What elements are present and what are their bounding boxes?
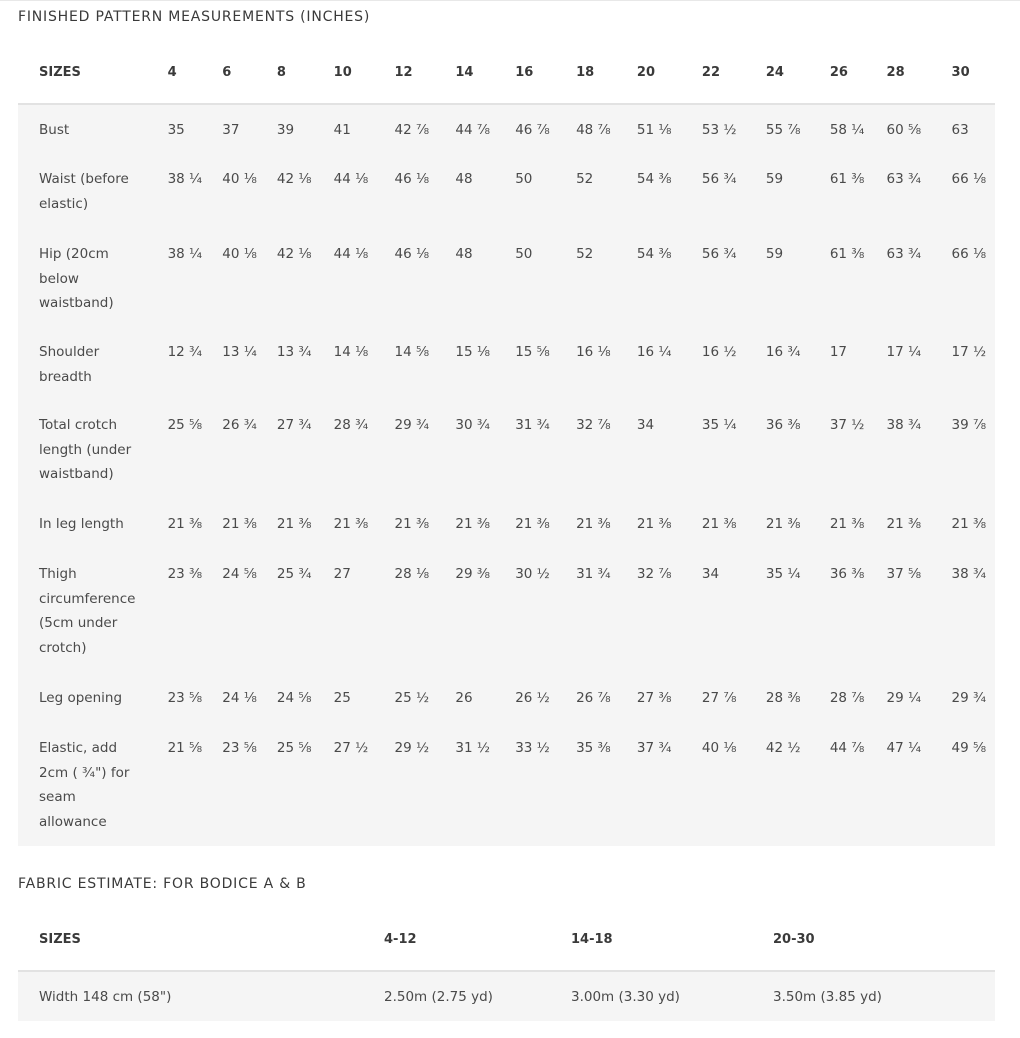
table-cell: 21 ⅜ xyxy=(222,516,257,532)
table-cell: 30 ¾ xyxy=(455,417,490,433)
table-cell: 24 ⅛ xyxy=(222,690,257,706)
table-cell: 21 ⅜ xyxy=(951,516,987,532)
measurements-table xyxy=(18,42,995,846)
table-row xyxy=(18,104,995,154)
table-cell: 17 ¼ xyxy=(886,344,922,360)
table-cell: 37 xyxy=(222,122,240,138)
table-cell: 23 ⅝ xyxy=(167,690,203,706)
table-cell: 40 ⅛ xyxy=(701,740,737,756)
table-row xyxy=(18,499,995,549)
size-header: 14 xyxy=(455,42,515,104)
table-cell: 38 ¼ xyxy=(167,246,203,262)
table-cell: 28 ⅛ xyxy=(394,566,430,582)
table-cell: 27 xyxy=(333,566,351,582)
sizes-label: SIZES xyxy=(18,42,168,104)
row-label: Bust xyxy=(39,122,70,138)
table-cell: 48 xyxy=(455,171,473,187)
size-header: 18 xyxy=(576,42,637,104)
table-cell: 51 ⅛ xyxy=(636,122,672,138)
table-cell: 46 ⅞ xyxy=(515,122,550,138)
table-cell: 40 ⅛ xyxy=(222,246,257,262)
top-divider xyxy=(0,0,1020,1)
table-cell: 60 ⅝ xyxy=(886,122,922,138)
table-cell: 58 ¼ xyxy=(829,122,865,138)
table-cell: 31 ¾ xyxy=(515,417,550,433)
table-cell: 30 ½ xyxy=(515,566,550,582)
table-row xyxy=(18,327,995,400)
table-cell: 24 ⅝ xyxy=(276,690,312,706)
table-cell: 40 ⅛ xyxy=(222,171,257,187)
table-cell: 21 ⅜ xyxy=(333,516,369,532)
table-cell: 59 xyxy=(765,246,784,262)
row-label: Total crotch length (under waistband) xyxy=(39,417,132,482)
table-cell: 48 ⅞ xyxy=(576,122,611,138)
table-cell: 47 ¼ xyxy=(886,740,922,756)
table-cell: 25 ⅝ xyxy=(276,740,312,756)
table-cell: 54 ⅜ xyxy=(636,171,672,187)
table-cell: 21 ⅜ xyxy=(701,516,737,532)
row-label: In leg length xyxy=(39,516,124,532)
table-cell: 66 ⅛ xyxy=(951,246,987,262)
table-cell: 42 ⅛ xyxy=(276,171,312,187)
table-cell: 44 ⅞ xyxy=(455,122,490,138)
table-cell: 26 ¾ xyxy=(222,417,257,433)
table-row xyxy=(18,723,995,846)
row-label: Elastic, add 2cm ( ¾") for seam allowance xyxy=(39,740,130,830)
table-cell: 38 ¼ xyxy=(167,171,203,187)
table-cell: 29 ½ xyxy=(394,740,430,756)
table-cell: 32 ⅞ xyxy=(576,417,611,433)
table-cell: 37 ½ xyxy=(829,417,865,433)
size-header: 22 xyxy=(702,42,766,104)
size-header: 20 xyxy=(637,42,702,104)
size-header: 10 xyxy=(334,42,395,104)
row-label: Shoulder breadth xyxy=(39,344,100,385)
table-cell: 17 xyxy=(829,344,847,360)
table-cell: 23 ⅝ xyxy=(222,740,257,756)
table-row xyxy=(18,229,995,327)
size-header: 6 xyxy=(222,42,277,104)
table-cell: 15 ⅛ xyxy=(455,344,490,360)
table-cell: 24 ⅝ xyxy=(222,566,257,582)
table-cell: 54 ⅜ xyxy=(636,246,672,262)
row-label: Width 148 cm (58") xyxy=(39,988,172,1005)
table-cell: 46 ⅛ xyxy=(394,171,430,187)
table-cell: 35 ¼ xyxy=(701,417,737,433)
fabric-sizes-label: SIZES xyxy=(18,908,384,971)
table-cell: 25 ½ xyxy=(394,690,430,706)
table-cell: 17 ½ xyxy=(951,344,987,360)
table-cell: 44 ⅛ xyxy=(333,171,369,187)
table-cell: 28 ⅞ xyxy=(829,690,865,706)
fabric-size-header: 4-12 xyxy=(384,908,571,971)
size-header: 28 xyxy=(887,42,952,104)
table-cell: 25 ⅝ xyxy=(167,417,203,433)
table-cell: 31 ¾ xyxy=(576,566,611,582)
table-cell: 21 ⅜ xyxy=(276,516,312,532)
table-cell: 52 xyxy=(576,246,594,262)
table-cell: 32 ⅞ xyxy=(636,566,672,582)
table-cell: 27 ¾ xyxy=(276,417,312,433)
table-cell: 21 ⅜ xyxy=(455,516,490,532)
table-cell: 37 ¾ xyxy=(636,740,672,756)
table-row xyxy=(18,673,995,723)
table-cell: 21 ⅜ xyxy=(765,516,801,532)
table-cell: 33 ½ xyxy=(515,740,550,756)
table-cell: 3.00m (3.30 yd) xyxy=(571,988,680,1005)
table-cell: 25 xyxy=(333,690,351,706)
table-cell: 14 ⅛ xyxy=(333,344,369,360)
table-cell: 21 ⅜ xyxy=(576,516,611,532)
table-cell: 21 ⅜ xyxy=(636,516,672,532)
measurements-header-row xyxy=(18,42,995,104)
table-cell: 29 ¾ xyxy=(951,690,987,706)
table-cell: 42 ½ xyxy=(765,740,801,756)
table-cell: 25 ¾ xyxy=(276,566,312,582)
table-cell: 63 ¾ xyxy=(886,246,922,262)
table-cell: 42 ⅞ xyxy=(394,122,430,138)
table-cell: 12 ¾ xyxy=(167,344,203,360)
table-cell: 38 ¾ xyxy=(951,566,987,582)
size-header: 26 xyxy=(830,42,887,104)
table-cell: 14 ⅝ xyxy=(394,344,430,360)
size-header: 16 xyxy=(515,42,576,104)
row-label: Thigh circumference (5cm under crotch) xyxy=(39,566,136,656)
table-cell: 16 ¾ xyxy=(765,344,801,360)
size-header: 30 xyxy=(952,42,995,104)
table-cell: 39 ⅞ xyxy=(951,417,987,433)
table-cell: 36 ⅜ xyxy=(829,566,865,582)
table-cell: 61 ⅜ xyxy=(829,171,865,187)
table-cell: 48 xyxy=(455,246,473,262)
table-cell: 21 ⅜ xyxy=(394,516,430,532)
table-cell: 46 ⅛ xyxy=(394,246,430,262)
table-cell: 63 xyxy=(951,122,969,138)
table-cell: 44 ⅛ xyxy=(333,246,369,262)
table-cell: 29 ¼ xyxy=(886,690,922,706)
table-cell: 21 ⅜ xyxy=(167,516,203,532)
table-cell: 56 ¾ xyxy=(701,246,737,262)
table-cell: 31 ½ xyxy=(455,740,490,756)
table-cell: 23 ⅜ xyxy=(167,566,203,582)
table-cell: 26 ⅞ xyxy=(576,690,611,706)
table-cell: 41 xyxy=(333,122,351,138)
table-cell: 28 ¾ xyxy=(333,417,369,433)
table-cell: 66 ⅛ xyxy=(951,171,987,187)
row-label: Waist (before elastic) xyxy=(39,171,129,212)
measurements-heading: FINISHED PATTERN MEASUREMENTS (INCHES) xyxy=(18,9,371,25)
size-header: 24 xyxy=(766,42,830,104)
fabric-table xyxy=(18,908,995,1021)
table-cell: 39 xyxy=(276,122,295,138)
size-header: 4 xyxy=(168,42,223,104)
table-cell: 28 ⅜ xyxy=(765,690,801,706)
table-cell: 21 ⅜ xyxy=(515,516,550,532)
table-cell: 34 xyxy=(701,566,720,582)
table-cell: 42 ⅛ xyxy=(276,246,312,262)
table-cell: 2.50m (2.75 yd) xyxy=(384,988,493,1005)
table-cell: 15 ⅝ xyxy=(515,344,550,360)
table-cell: 34 xyxy=(636,417,655,433)
table-cell: 50 xyxy=(515,246,533,262)
table-cell: 35 ¼ xyxy=(765,566,801,582)
table-cell: 55 ⅞ xyxy=(765,122,801,138)
fabric-size-header: 20-30 xyxy=(773,908,995,971)
size-header: 12 xyxy=(395,42,456,104)
fabric-size-header: 14-18 xyxy=(571,908,773,971)
fabric-header-row xyxy=(18,908,995,971)
table-cell: 49 ⅝ xyxy=(951,740,987,756)
table-row xyxy=(18,971,995,1021)
table-row xyxy=(18,400,995,499)
table-cell: 26 xyxy=(455,690,473,706)
table-cell: 53 ½ xyxy=(701,122,737,138)
table-cell: 26 ½ xyxy=(515,690,550,706)
table-cell: 27 ½ xyxy=(333,740,369,756)
table-cell: 61 ⅜ xyxy=(829,246,865,262)
table-cell: 35 ⅜ xyxy=(576,740,611,756)
table-cell: 52 xyxy=(576,171,594,187)
table-cell: 29 ¾ xyxy=(394,417,430,433)
table-cell: 27 ⅞ xyxy=(701,690,737,706)
table-cell: 38 ¾ xyxy=(886,417,922,433)
size-header: 8 xyxy=(277,42,334,104)
table-cell: 59 xyxy=(765,171,784,187)
row-label: Leg opening xyxy=(39,690,123,706)
table-cell: 29 ⅜ xyxy=(455,566,490,582)
table-cell: 13 ¼ xyxy=(222,344,257,360)
table-cell: 37 ⅝ xyxy=(886,566,922,582)
table-row xyxy=(18,154,995,229)
table-cell: 44 ⅞ xyxy=(829,740,865,756)
table-cell: 13 ¾ xyxy=(276,344,312,360)
row-label: Hip (20cm below waistband) xyxy=(39,246,114,311)
table-row xyxy=(18,549,995,673)
fabric-heading: FABRIC ESTIMATE: FOR BODICE A & B xyxy=(18,876,307,892)
table-cell: 36 ⅜ xyxy=(765,417,801,433)
table-cell: 50 xyxy=(515,171,533,187)
table-cell: 21 ⅜ xyxy=(829,516,865,532)
table-cell: 56 ¾ xyxy=(701,171,737,187)
table-cell: 16 ¼ xyxy=(636,344,672,360)
table-cell: 16 ½ xyxy=(701,344,737,360)
table-cell: 16 ⅛ xyxy=(576,344,611,360)
table-cell: 21 ⅝ xyxy=(167,740,203,756)
table-cell: 3.50m (3.85 yd) xyxy=(773,988,882,1005)
table-cell: 21 ⅜ xyxy=(886,516,922,532)
table-cell: 35 xyxy=(167,122,185,138)
table-cell: 63 ¾ xyxy=(886,171,922,187)
table-cell: 27 ⅜ xyxy=(636,690,672,706)
